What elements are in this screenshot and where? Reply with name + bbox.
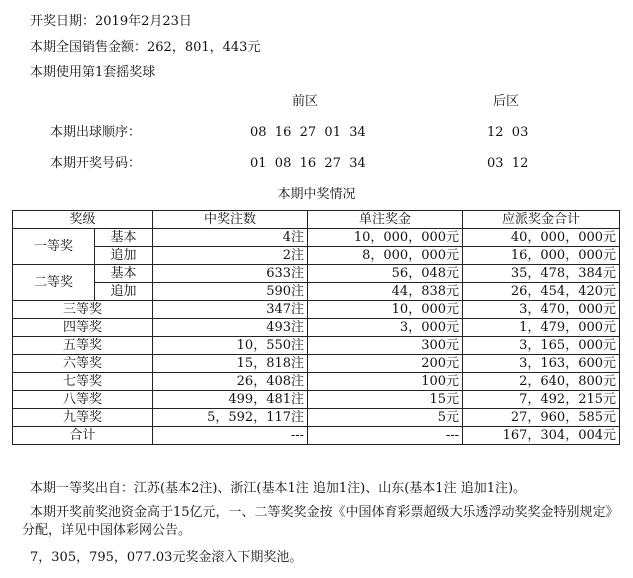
table-row [13,265,620,283]
total-cell: 3，163，600元 [463,355,620,373]
table-row [13,283,620,301]
winning-numbers-label: 本期开奖号码： [50,156,142,171]
total-label-cell: 合计 [13,427,153,445]
table-header-row [13,211,620,229]
draw-order-label: 本期出球顺序： [50,125,142,140]
first-prize-origin: 本期一等奖出自：江苏(基本2注)、浙江(基本1注 追加1注)、山东(基本1注 追加1注)。 [30,481,527,496]
total-cell: 2，640，800元 [463,373,620,391]
header-total: 应派奖金合计 [463,211,620,229]
prize-cell: 10，000，000元 [308,229,463,247]
count-cell: 5，592，117注 [153,409,308,427]
prize-cell: 200元 [308,355,463,373]
total-cell: 40，000，000元 [463,229,620,247]
table-row [13,409,620,427]
draw-order-front: 08 16 27 01 34 [250,125,366,140]
header-prize: 单注奖金 [308,211,463,229]
front-zone-label: 前区 [292,94,319,109]
prize-cell: 5元 [308,409,463,427]
prize-cell: 100元 [308,373,463,391]
level-cell: 五等奖 [13,337,153,355]
rollover-note: 7，305，795，077.03元奖金滚入下期奖池。 [30,550,303,565]
total-cell: 16，000，000元 [463,247,620,265]
prize-cell: 44，838元 [308,283,463,301]
draw-date: 开奖日期：2019年2月23日 [30,14,192,29]
table-row [13,229,620,247]
header-count: 中奖注数 [153,211,308,229]
level-cell: 四等奖 [13,319,153,337]
draw-order-back: 12 03 [487,125,529,140]
level-cell: 二等奖 [13,265,95,301]
prize-cell: 300元 [308,337,463,355]
total-cell: 1，479，000元 [463,319,620,337]
table-row [13,391,620,409]
total-cell: 7，492，215元 [463,391,620,409]
table-row [13,337,620,355]
count-cell: 4注 [153,229,308,247]
count-cell: --- [153,427,308,445]
count-cell: 15，818注 [153,355,308,373]
ball-set: 本期使用第1套摇奖球 [30,65,156,80]
table-row [13,319,620,337]
prize-cell: 56，048元 [308,265,463,283]
sub-level-cell: 基本 [95,265,153,283]
back-zone-label: 后区 [493,94,520,109]
sub-level-cell: 基本 [95,229,153,247]
level-cell: 八等奖 [13,391,153,409]
count-cell: 633注 [153,265,308,283]
winning-numbers-front: 01 08 16 27 34 [250,156,366,171]
total-cell: 3，165，000元 [463,337,620,355]
sub-level-cell: 追加 [95,247,153,265]
prize-cell: 15元 [308,391,463,409]
winning-numbers-back: 03 12 [487,156,529,171]
count-cell: 26，408注 [153,373,308,391]
count-cell: 10，550注 [153,337,308,355]
prize-cell: 10，000元 [308,301,463,319]
total-cell: 3，470，000元 [463,301,620,319]
table-title: 本期中奖情况 [277,187,356,202]
count-cell: 590注 [153,283,308,301]
sub-level-cell: 追加 [95,283,153,301]
pool-note: 本期开奖前奖池资金高于15亿元，一、二等奖奖金按《中国体育彩票超级大乐透浮动奖奖金特别规定》分配，详见中国体彩网公告。 [22,505,613,538]
level-cell: 七等奖 [13,373,153,391]
table-row [13,301,620,319]
count-cell: 493注 [153,319,308,337]
level-cell: 九等奖 [13,409,153,427]
total-cell: 167，304，004元 [463,427,620,445]
level-cell: 一等奖 [13,229,95,265]
prize-cell: 3，000元 [308,319,463,337]
prize-cell: --- [308,427,463,445]
level-cell: 六等奖 [13,355,153,373]
count-cell: 499，481注 [153,391,308,409]
total-cell: 27，960，585元 [463,409,620,427]
table-row [13,373,620,391]
prize-cell: 8，000，000元 [308,247,463,265]
header-level: 奖级 [13,211,153,229]
prize-table [12,210,620,445]
sales-amount: 本期全国销售金额：262，801，443元 [30,40,261,55]
count-cell: 347注 [153,301,308,319]
level-cell: 三等奖 [13,301,153,319]
total-row [13,427,620,445]
count-cell: 2注 [153,247,308,265]
table-row [13,247,620,265]
table-row [13,355,620,373]
total-cell: 35，478，384元 [463,265,620,283]
total-cell: 26，454，420元 [463,283,620,301]
